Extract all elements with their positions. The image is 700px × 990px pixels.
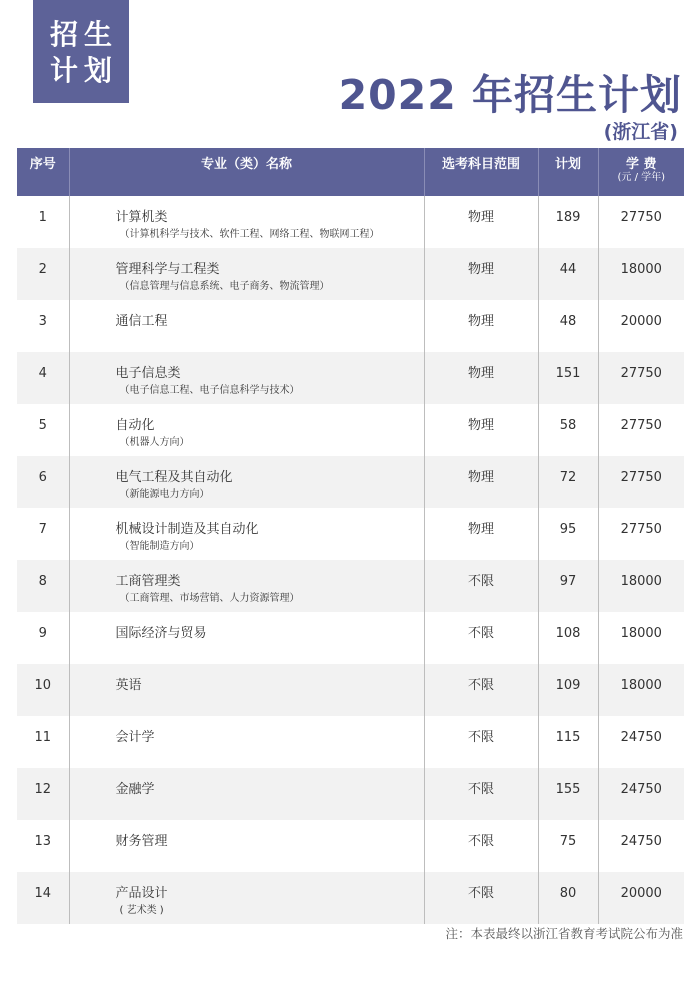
- major-note: （计算机科学与技术、软件工程、网络工程、物联网工程）: [119, 229, 380, 240]
- enrollment-plan-table: [17, 148, 684, 924]
- table-row: [17, 664, 684, 716]
- major-name: 管理科学与工程类: [115, 262, 220, 277]
- major-name: 国际经济与贸易: [115, 626, 207, 641]
- table-row: [17, 716, 684, 768]
- subject-requirement: 不限: [424, 768, 538, 820]
- subject-requirement: 不限: [424, 612, 538, 664]
- header-fee-label: 学 费: [625, 157, 657, 172]
- tuition-fee: 20000: [598, 872, 684, 924]
- row-number: 6: [17, 456, 69, 508]
- major-note: （新能源电力方向）: [119, 489, 210, 500]
- row-number: 3: [38, 314, 47, 329]
- major-name: 产品设计: [115, 886, 168, 901]
- major-name: 财务管理: [115, 834, 168, 849]
- tuition-fee: 18000: [598, 612, 684, 664]
- table-row: [17, 560, 684, 612]
- tuition-fee: 20000: [598, 300, 684, 352]
- major-name-cell: [69, 508, 424, 560]
- major-name: 金融学: [115, 782, 155, 797]
- tuition-fee: 27750: [598, 196, 684, 248]
- tuition-fee: 27750: [598, 508, 684, 560]
- table-row: [17, 768, 684, 820]
- major-name-cell: [69, 248, 424, 300]
- plan-count: 44: [538, 248, 598, 300]
- plan-count: 115: [538, 716, 598, 768]
- row-number: 5: [38, 418, 47, 433]
- plan-count: 97: [538, 560, 598, 612]
- badge-line-2: 计划: [49, 53, 118, 87]
- major-name-cell: [69, 664, 424, 716]
- major-name-cell: [69, 872, 424, 924]
- plan-count: 109: [538, 664, 598, 716]
- subject-requirement: 不限: [424, 560, 538, 612]
- tuition-fee: 18000: [598, 560, 684, 612]
- major-name-cell: [69, 352, 424, 404]
- subject-requirement: 不限: [424, 820, 538, 872]
- major-note: （信息管理与信息系统、电子商务、物流管理）: [119, 281, 330, 292]
- subject-requirement: 不限: [424, 872, 538, 924]
- plan-count: 189: [538, 196, 598, 248]
- header-num: 序号: [17, 148, 69, 196]
- table-row: [17, 404, 684, 456]
- plan-count: 58: [538, 404, 598, 456]
- major-note: ( 艺术类 ): [119, 905, 164, 916]
- major-name: 电子信息类: [115, 366, 181, 381]
- row-number: 1: [38, 210, 47, 225]
- tuition-fee: 27750: [598, 456, 684, 508]
- table-row: [17, 508, 684, 560]
- subject-requirement: 物理: [424, 508, 538, 560]
- page-subtitle: (浙江省): [603, 121, 678, 143]
- tuition-fee: 27750: [598, 404, 684, 456]
- major-name: 电气工程及其自动化: [115, 470, 233, 485]
- major-name-cell: [69, 716, 424, 768]
- subject-requirement: 物理: [424, 196, 538, 248]
- major-name: 机械设计制造及其自动化: [115, 522, 259, 537]
- row-number: 14: [17, 872, 69, 924]
- major-name-cell: [69, 768, 424, 820]
- subject-requirement: 物理: [424, 300, 538, 352]
- major-name-cell: [69, 404, 424, 456]
- major-name: 自动化: [115, 418, 155, 433]
- major-name-cell: [69, 300, 424, 352]
- subject-requirement: 物理: [424, 248, 538, 300]
- major-name-cell: [69, 456, 424, 508]
- footnote: 注：本表最终以浙江省教育考试院公布为准: [445, 926, 683, 941]
- table-row: [17, 352, 684, 404]
- row-number: 2: [17, 248, 69, 300]
- major-name-cell: [69, 196, 424, 248]
- major-note: （机器人方向）: [119, 437, 190, 448]
- plan-count: 75: [538, 820, 598, 872]
- header-subject: 选考科目范围: [424, 148, 538, 196]
- table-header-row: [17, 148, 684, 196]
- table-row: [17, 300, 684, 352]
- row-number: 9: [38, 626, 47, 641]
- corner-badge: [33, 0, 129, 103]
- plan-count: 108: [538, 612, 598, 664]
- tuition-fee: 24750: [598, 820, 684, 872]
- plan-count: 95: [538, 508, 598, 560]
- row-number: 8: [17, 560, 69, 612]
- major-name-cell: [69, 560, 424, 612]
- table-row: [17, 196, 684, 248]
- plan-count: 155: [538, 768, 598, 820]
- table-row: [17, 872, 684, 924]
- subject-requirement: 不限: [424, 664, 538, 716]
- table-row: [17, 612, 684, 664]
- major-note: （电子信息工程、电子信息科学与技术）: [119, 385, 300, 396]
- header-fee: [598, 148, 684, 196]
- plan-count: 80: [538, 872, 598, 924]
- tuition-fee: 18000: [598, 664, 684, 716]
- row-number: 7: [38, 522, 47, 537]
- major-name: 会计学: [115, 730, 155, 745]
- major-name: 通信工程: [115, 314, 168, 329]
- major-note: （工商管理、市场营销、人力资源管理）: [119, 593, 300, 604]
- subject-requirement: 物理: [424, 404, 538, 456]
- subject-requirement: 物理: [424, 352, 538, 404]
- major-name: 计算机类: [115, 210, 168, 225]
- header-major: 专业（类）名称: [69, 148, 424, 196]
- major-name: 工商管理类: [115, 574, 181, 589]
- tuition-fee: 24750: [598, 716, 684, 768]
- plan-count: 48: [538, 300, 598, 352]
- subject-requirement: 物理: [424, 456, 538, 508]
- badge-line-1: 招生: [49, 17, 118, 51]
- tuition-fee: 27750: [598, 352, 684, 404]
- tuition-fee: 18000: [598, 248, 684, 300]
- row-number: 13: [34, 834, 52, 849]
- major-name-cell: [69, 612, 424, 664]
- major-note: （智能制造方向）: [119, 541, 200, 552]
- table-row: [17, 248, 684, 300]
- page-title: 2022 年招生计划: [338, 71, 682, 119]
- row-number: 10: [17, 664, 69, 716]
- row-number: 12: [17, 768, 69, 820]
- plan-count: 72: [538, 456, 598, 508]
- table-row: [17, 820, 684, 872]
- plan-count: 151: [538, 352, 598, 404]
- row-number: 11: [34, 730, 52, 745]
- table-row: [17, 456, 684, 508]
- tuition-fee: 24750: [598, 768, 684, 820]
- subject-requirement: 不限: [424, 716, 538, 768]
- header-plan: 计划: [538, 148, 598, 196]
- header-fee-unit: (元 / 学年): [617, 172, 666, 183]
- major-name: 英语: [115, 678, 142, 693]
- row-number: 4: [17, 352, 69, 404]
- major-name-cell: [69, 820, 424, 872]
